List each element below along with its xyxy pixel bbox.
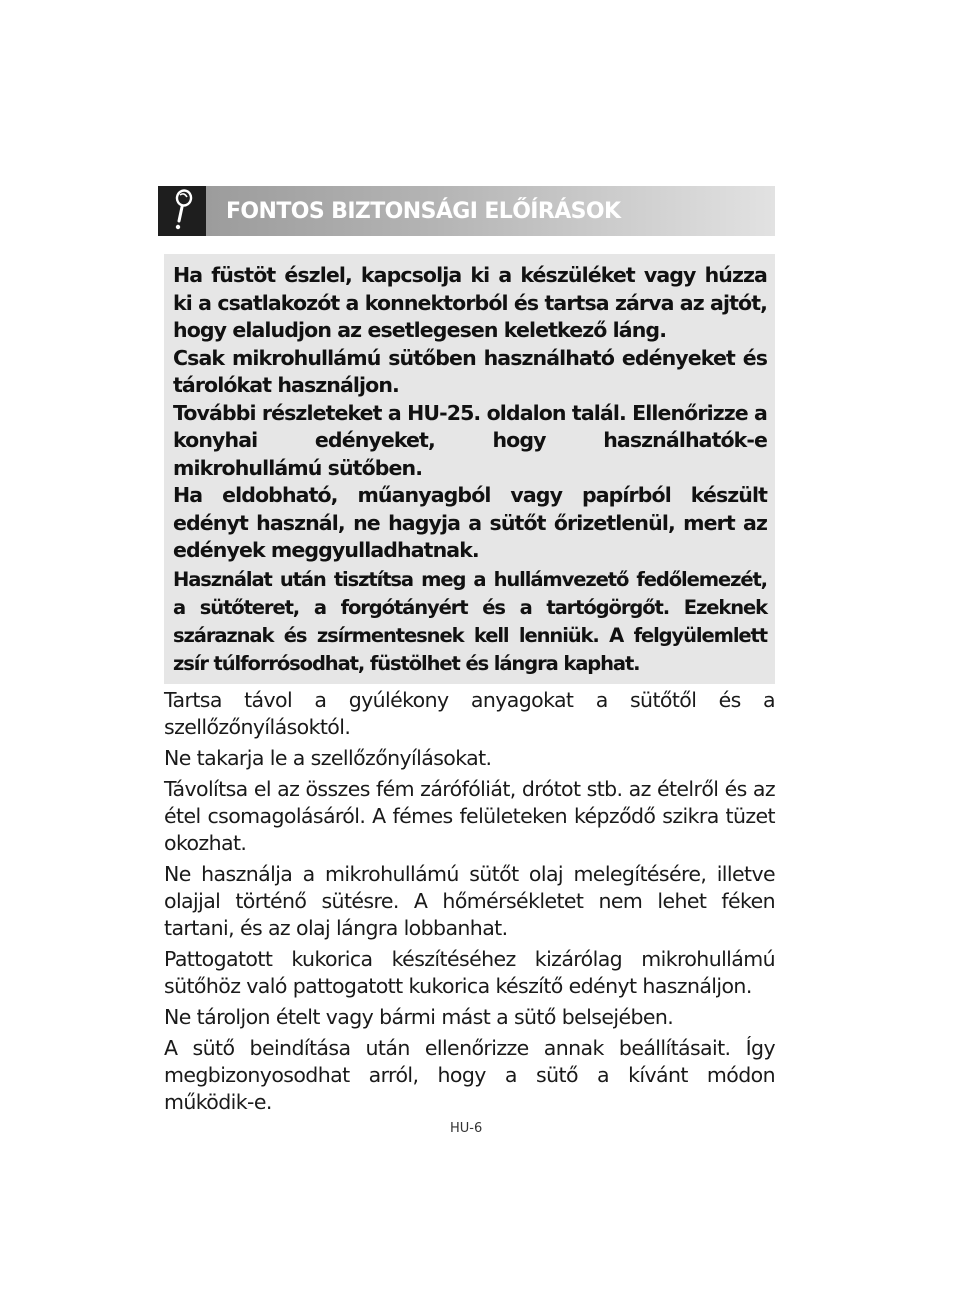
warning-box <box>164 254 775 684</box>
warning-paragraph: További részleteket a HU-25. oldalon talál. Ellenőrizze a konyhai edényeket, hogy használhatók-e mikrohullámú sütőben. <box>173 400 767 480</box>
warning-paragraph: Csak mikrohullámú sütőben használható edényeket és tárolókat használjon. <box>173 345 767 397</box>
page-number: HU-6 <box>450 1121 483 1136</box>
warning-paragraph: Ha füstöt észlel, kapcsolja ki a készüléket vagy húzza ki a csatlakozót a konnektorból és tartsa zárva az ajtót, hogy elaludjon az esetlegesen keletkező láng. <box>173 263 767 342</box>
warning-paragraph: Ha eldobható, műanyagból vagy papírból készült edényt használ, ne hagyja a sütőt őrizetlenül, mert az edények meggyulladhatnak. <box>173 483 767 562</box>
body-paragraph: Tartsa távol a gyúlékony anyagokat a sütőtől és a szellőzőnyílásoktól. <box>164 688 775 739</box>
warning-exclamation-icon-graphic <box>167 189 197 233</box>
warning-paragraph: Használat után tisztítsa meg a hullámvezető fedőlemezét, a sütőteret, a forgótányért és a tartógörgőt. Ezeknek száraznak és zsírmentesnek kell lenniük. A felgyülemlett zsír túlforrósodhat, füstölhet és lángra kaphat. <box>173 567 767 675</box>
body-paragraph: Ne használja a mikrohullámú sütőt olaj melegítésére, illetve olajjal történő sütésre. A hőmérsékletet nem lehet féken tartani, és az olaj lángra lobbanhat. <box>164 862 775 940</box>
warning-exclamation-icon <box>158 186 206 236</box>
body-paragraph: Ne tároljon ételt vagy bármi mást a sütő belsejében. <box>164 1005 674 1029</box>
section-title: FONTOS BIZTONSÁGI ELŐÍRÁSOK <box>226 198 621 224</box>
section-header-bar <box>206 186 775 236</box>
body-paragraph: Ne takarja le a szellőzőnyílásokat. <box>164 746 492 770</box>
body-paragraph: Pattogatott kukorica készítéséhez kizárólag mikrohullámú sütőhöz való pattogatott kukorica készítő edényt használjon. <box>164 947 775 998</box>
safety-instructions <box>164 687 775 1120</box>
section-header <box>158 186 775 236</box>
body-paragraph: Távolítsa el az összes fém zárófóliát, drótot stb. az ételről és az étel csomagolásáról. A fémes felületeken képződő szikra tüzet okozhat. <box>164 777 775 855</box>
body-paragraph: A sütő beindítása után ellenőrizze annak beállításait. Így megbizonyosodhat arról, hogy a sütő a kívánt módon működik-e. <box>164 1036 775 1114</box>
